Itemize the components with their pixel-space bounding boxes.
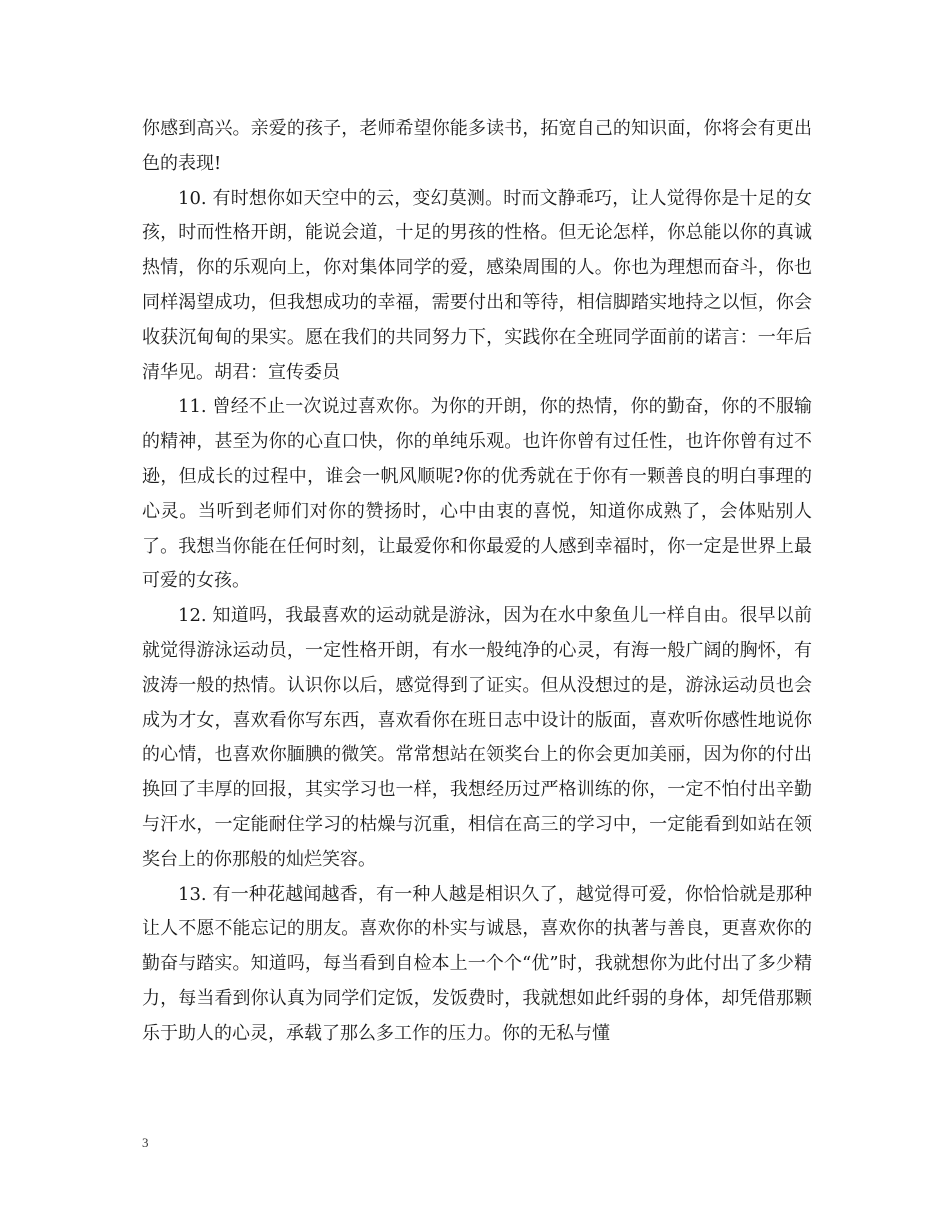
paragraph-12: 12. 知道吗，我最喜欢的运动就是游泳，因为在水中象鱼儿一样自由。很早以前就觉得游泳运动员，一定性格开朗，有水一般纯净的心灵，有海一般广阔的胸怀，有波涛一般的热情。认识你以后，感觉得到了证实。但从没想过的是，游泳运动员也会成为才女，喜欢看你写东西，喜欢看你在班日志中设计的版面，喜欢听你感性地说你的心情，也喜欢你腼腆的微笑。常常想站在领奖台上的你会更加美丽，因为你的付出换回了丰厚的回报，其实学习也一样，我想经历过严格训练的你，一定不怕付出辛勤与汗水，一定能耐住学习的枯燥与沉重，相信在高三的学习中，一定能看到如站在领奖台上的你那般的灿烂笑容。 [142,605,812,870]
paragraph-10: 10. 有时想你如天空中的云，变幻莫测。时而文静乖巧，让人觉得你是十足的女孩，时而性格开朗，能说会道，十足的男孩的性格。但无论怎样，你总能以你的真诚热情，你的乐观向上，你对集体同学的爱，感染周围的人。你也为理想而奋斗，你也同样渴望成功，但我想成功的幸福，需要付出和等待，相信脚踏实地持之以恒，你会收获沉甸甸的果实。愿在我们的共同努力下，实践你在全班同学面前的诺言：一年后清华见。胡君：宣传委员 [142,187,812,383]
paragraph-13: 13. 有一种花越闻越香，有一种人越是相识久了，越觉得可爱，你恰恰就是那种让人不愿不能忘记的朋友。喜欢你的朴实与诚恳，喜欢你的执著与善良，更喜欢你的勤奋与踏实。知道吗，每当看到自检本上一个个“优”时，我就想你为此付出了多少精力，每当看到你认真为同学们定饭，发饭费时，我就想如此纤弱的身体，却凭借那颗乐于助人的心灵，承载了那么多工作的压力。你的无私与懂 [142,883,812,1044]
paragraph-11: 11. 曾经不止一次说过喜欢你。为你的开朗，你的热情，你的勤奋，你的不服输的精神，甚至为你的心直口快，你的单纯乐观。也许你曾有过任性，也许你曾有过不逊，但成长的过程中，谁会一帆风顺呢?你的优秀就在于你有一颗善良的明白事理的心灵。当听到老师们对你的赞扬时，心中由衷的喜悦，知道你成熟了，会体贴别人了。我想当你能在任何时刻，让最爱你和你最爱的人感到幸福时，你一定是世界上最可爱的女孩。 [142,396,812,592]
page-number: 3 [142,1135,149,1150]
paragraph-continuation: 你感到高兴。亲爱的孩子，老师希望你能多读书，拓宽自己的知识面，你将会有更出色的表现! [142,118,812,174]
document-body [142,112,812,1052]
